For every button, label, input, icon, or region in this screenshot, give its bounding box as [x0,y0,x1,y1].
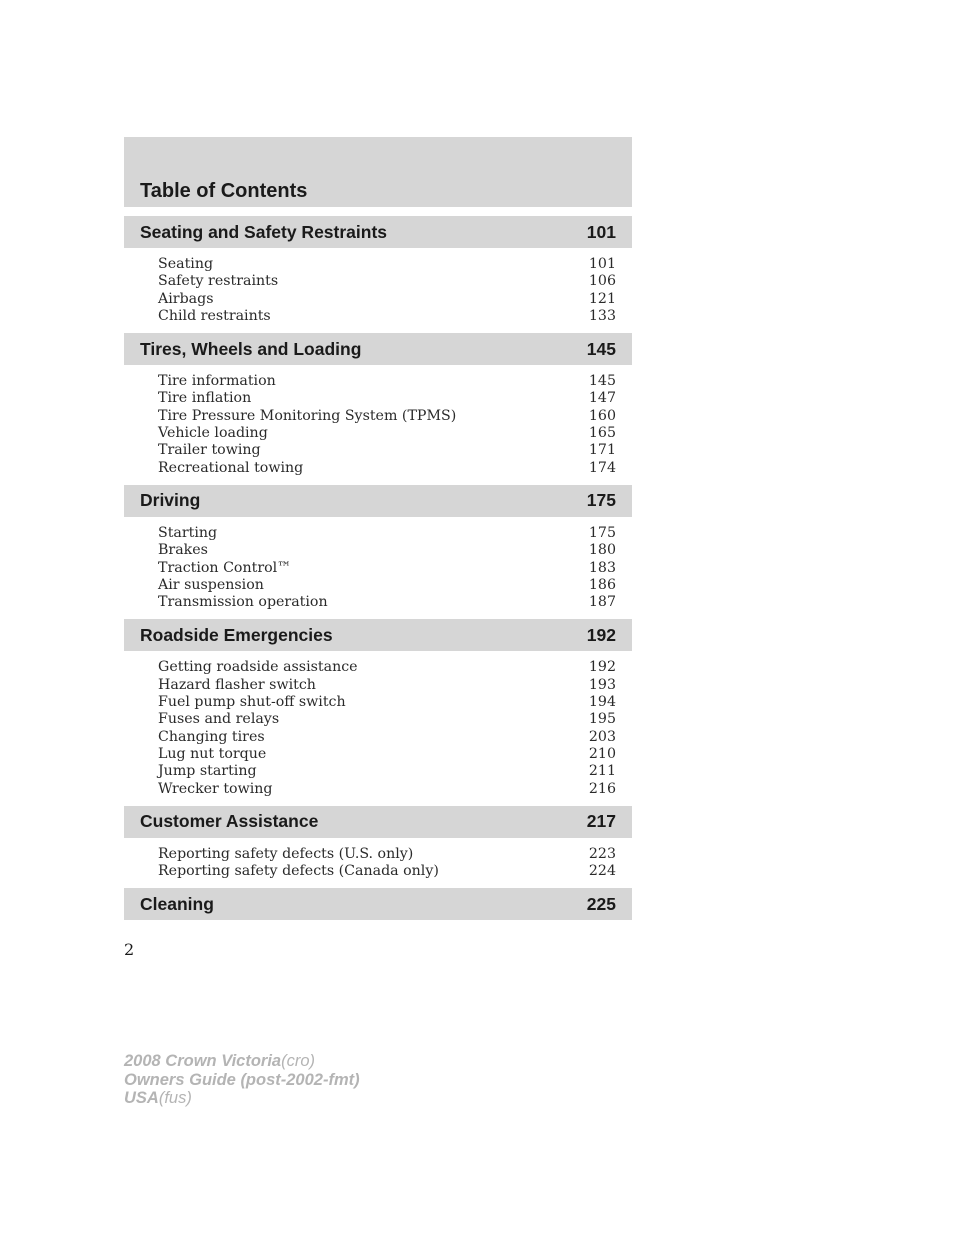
section-title: Tires, Wheels and Loading [140,338,362,359]
toc-entry[interactable] [158,442,616,459]
page-header [124,137,632,207]
section-page: 225 [586,893,616,914]
entry-label: Tire inflation [158,390,252,407]
toc-entry[interactable] [158,763,616,780]
section-heading[interactable] [124,619,632,651]
toc-entry[interactable] [158,273,616,290]
toc-entry[interactable] [158,408,616,425]
page-number: 2 [124,940,135,959]
page-title: Table of Contents [140,180,308,202]
toc-entry[interactable] [158,425,616,442]
entry-label: Child restraints [158,307,271,324]
toc-entry[interactable] [158,711,616,728]
entry-label: Reporting safety defects (U.S. only) [158,845,414,862]
entry-label: Changing tires [158,728,265,745]
section-heading[interactable] [124,485,632,517]
toc-entry[interactable] [158,729,616,746]
entry-label: Jump starting [158,763,257,780]
entry-page: 165 [588,425,616,442]
entry-list [124,517,632,619]
entry-list [124,365,632,485]
entry-page: 175 [588,524,616,541]
toc-entry[interactable] [158,746,616,763]
entry-page: 183 [588,559,616,576]
entry-label: Vehicle loading [158,425,268,442]
toc-entry[interactable] [158,390,616,407]
entry-label: Fuel pump shut-off switch [158,694,346,711]
entry-page: 193 [588,676,616,693]
entry-page: 186 [588,576,616,593]
section-heading[interactable] [124,216,632,248]
toc-entry[interactable] [158,373,616,390]
entry-page: 160 [588,407,616,424]
entry-page: 106 [588,273,616,290]
entry-page: 133 [588,307,616,324]
entry-page: 180 [588,542,616,559]
entry-label: Tire Pressure Monitoring System (TPMS) [158,407,457,424]
entry-page: 145 [588,373,616,390]
entry-label: Safety restraints [158,273,279,290]
entry-page: 195 [588,711,616,728]
section-title: Driving [140,490,201,511]
section-page: 192 [586,624,616,645]
entry-list [124,651,632,805]
entry-label: Airbags [158,290,214,307]
toc-entry[interactable] [158,863,616,880]
entry-page: 224 [588,863,616,880]
entry-label: Air suspension [158,576,264,593]
toc-entry[interactable] [158,659,616,676]
entry-list [124,838,632,889]
section-title: Seating and Safety Restraints [140,221,388,242]
toc-entry[interactable] [158,291,616,308]
toc-entry[interactable] [158,308,616,325]
entry-page: 174 [588,459,616,476]
entry-page: 216 [588,780,616,797]
footer-line-2: Owners Guide (post-2002-fmt) [124,1070,360,1089]
toc-entry[interactable] [158,694,616,711]
section-title: Cleaning [140,893,214,914]
entry-page: 211 [588,763,616,780]
section-page: 101 [586,221,616,242]
table-of-contents [124,216,632,920]
entry-page: 171 [588,442,616,459]
entry-label: Starting [158,524,218,541]
entry-page: 194 [588,694,616,711]
entry-page: 203 [588,728,616,745]
entry-label: Recreational towing [158,459,304,476]
footer-line-3: USA(fus) [124,1089,192,1107]
entry-list [124,248,632,333]
toc-entry[interactable] [158,594,616,611]
entry-label: Tire information [158,373,276,390]
entry-page: 192 [588,659,616,676]
entry-label: Brakes [158,542,208,559]
toc-entry[interactable] [158,677,616,694]
toc-entry[interactable] [158,525,616,542]
entry-label: Reporting safety defects (Canada only) [158,863,439,880]
toc-entry[interactable] [158,256,616,273]
section-heading[interactable] [124,333,632,365]
section-heading[interactable] [124,888,632,920]
entry-page: 121 [588,290,616,307]
entry-label: Hazard flasher switch [158,676,316,693]
entry-label: Fuses and relays [158,711,280,728]
entry-label: Wrecker towing [158,780,273,797]
section-heading[interactable] [124,806,632,838]
toc-entry[interactable] [158,542,616,559]
entry-page: 210 [588,745,616,762]
toc-entry[interactable] [158,460,616,477]
entry-page: 101 [588,256,616,272]
section-page: 175 [586,490,616,511]
section-page: 145 [586,338,616,359]
entry-page: 187 [588,594,616,611]
entry-label: Seating [158,256,214,272]
section-title: Roadside Emergencies [140,624,333,645]
section-page: 217 [586,811,616,832]
toc-entry[interactable] [158,560,616,577]
toc-entry[interactable] [158,781,616,798]
entry-label: Lug nut torque [158,745,267,762]
entry-label: Transmission operation [158,594,328,611]
toc-entry[interactable] [158,577,616,594]
section-title: Customer Assistance [140,811,319,832]
entry-label: Getting roadside assistance [158,659,358,676]
footer [124,1052,360,1108]
entry-page: 223 [588,845,616,862]
footer-line-1: 2008 Crown Victoria(cro) [124,1052,316,1070]
toc-entry[interactable] [158,846,616,863]
entry-label: Traction Control™ [158,559,292,576]
entry-page: 147 [588,390,616,407]
entry-label: Trailer towing [158,442,261,459]
